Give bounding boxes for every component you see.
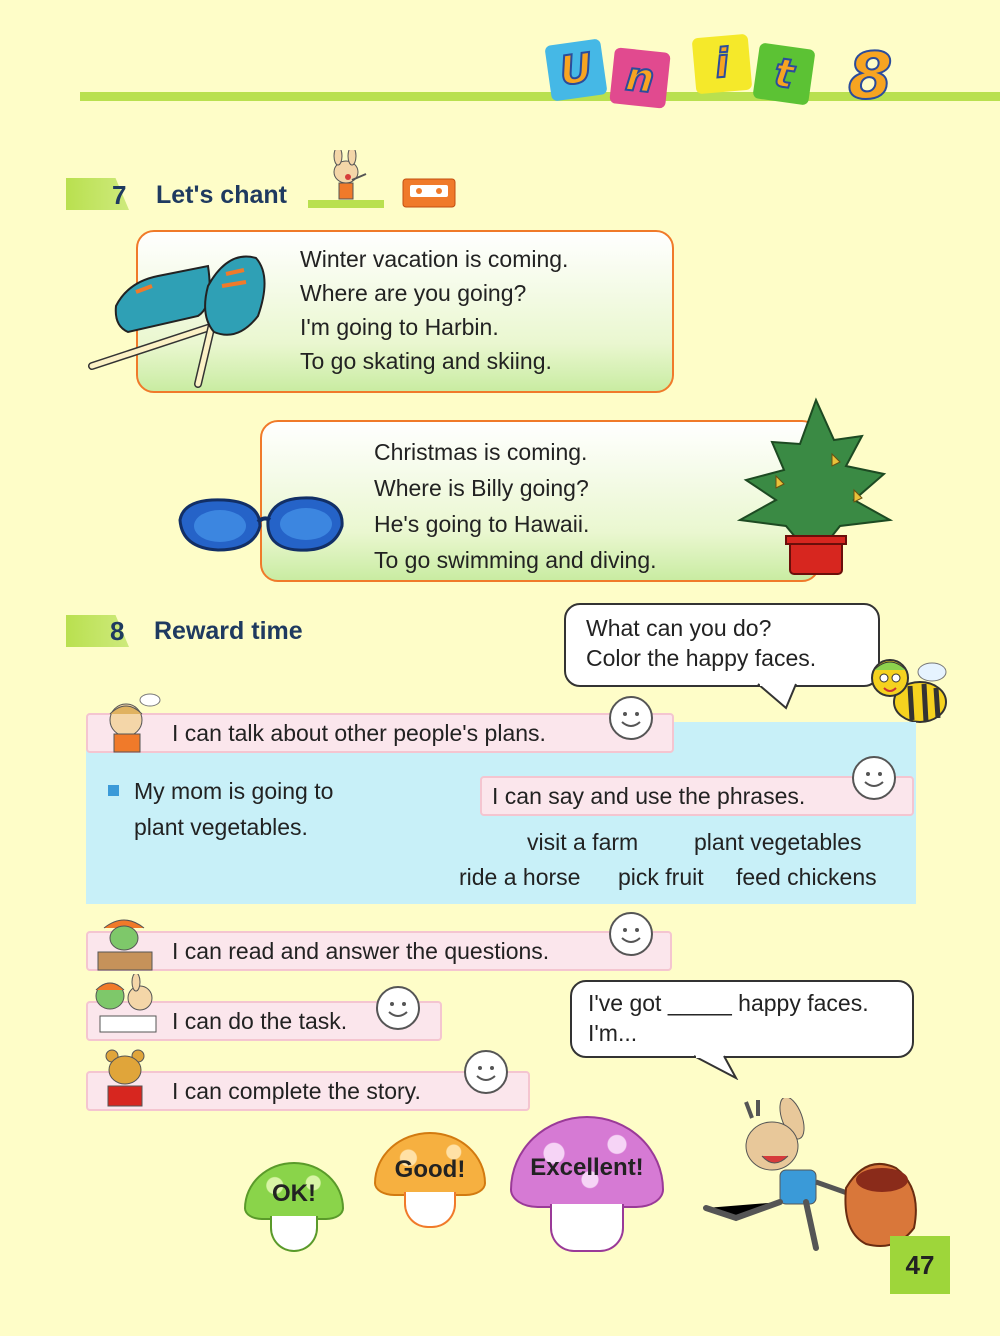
- mushroom-excellent-label: Excellent!: [530, 1154, 644, 1181]
- unit-tile-i: i: [692, 34, 753, 95]
- ice-skates-icon: [88, 246, 278, 392]
- bee-speech-bubble: [564, 603, 880, 687]
- rabbit-bubble-tail: [690, 1054, 750, 1080]
- phrase-feed-chickens: feed chickens: [736, 864, 877, 890]
- chant1-line-3: I'm going to Harbin.: [300, 314, 499, 340]
- section8-number: 8: [110, 616, 125, 646]
- mushroom-ok-label: OK!: [272, 1180, 316, 1207]
- chant2-line-4: To go swimming and diving.: [374, 547, 657, 573]
- unit-tile-n: n: [609, 47, 671, 109]
- section7-title: Let's chant: [156, 181, 287, 209]
- rabbit-speech-bubble: [570, 980, 914, 1058]
- happy-face-3-icon[interactable]: [609, 912, 653, 956]
- singing-rabbit-icon: [308, 150, 384, 210]
- phrase-plant-vegetables: plant vegetables: [694, 829, 862, 855]
- rabbit-with-basket-icon: [696, 1098, 928, 1258]
- chant1-line-2: Where are you going?: [300, 280, 527, 306]
- happy-face-2-icon[interactable]: [852, 756, 896, 800]
- mushroom-excellent[interactable]: [510, 1116, 664, 1252]
- two-friends-icon: [90, 974, 164, 1036]
- swimming-goggles-icon: [174, 490, 348, 556]
- reading-boy-icon: [94, 908, 158, 974]
- rabbit-bubble-line-1: I've got _____ happy faces.: [588, 990, 869, 1016]
- happy-face-1-icon[interactable]: [609, 696, 653, 740]
- cassette-icon[interactable]: [402, 178, 456, 208]
- phrase-pick-fruit: pick fruit: [618, 864, 704, 890]
- unit-tile-t: t: [752, 42, 815, 105]
- bee-bubble-line-2: Color the happy faces.: [586, 645, 817, 671]
- chant1-line-4: To go skating and skiing.: [300, 348, 552, 374]
- bee-bubble-tail: [756, 682, 812, 712]
- section7-number: 7: [112, 180, 127, 210]
- christmas-tree-icon: [736, 396, 896, 582]
- happy-face-4-icon[interactable]: [376, 986, 420, 1030]
- unit-number: 8: [848, 40, 893, 114]
- happy-face-5-icon[interactable]: [464, 1050, 508, 1094]
- phrase-visit-a-farm: visit a farm: [527, 829, 639, 855]
- mushroom-good-label: Good!: [394, 1156, 466, 1183]
- bee-bubble-line-1: What can you do?: [586, 615, 772, 641]
- chant1-line-1: Winter vacation is coming.: [300, 246, 569, 272]
- chant2-line-1: Christmas is coming.: [374, 439, 588, 465]
- can-do-text-4: I can do the task.: [172, 1008, 348, 1034]
- rabbit-bubble-line-2: I'm...: [588, 1020, 638, 1046]
- page-number: 47: [890, 1236, 950, 1294]
- mushroom-ok[interactable]: [244, 1162, 344, 1252]
- can-do-text-5: I can complete the story.: [172, 1078, 421, 1104]
- chant2-line-3: He's going to Hawaii.: [374, 511, 590, 537]
- can-do-text-3: I can read and answer the questions.: [172, 938, 550, 964]
- can-do-text-2: I can say and use the phrases.: [492, 783, 806, 809]
- section7-tab: [66, 178, 156, 210]
- phrase-ride-a-horse: ride a horse: [459, 864, 581, 890]
- example-line-1: My mom is going to: [134, 778, 334, 804]
- thinking-boy-icon: [96, 686, 162, 754]
- mushroom-good[interactable]: [374, 1132, 486, 1228]
- section8-title: Reward time: [154, 617, 303, 645]
- bullet-icon: [108, 785, 119, 796]
- example-line-2: plant vegetables.: [134, 814, 308, 840]
- can-do-text-1: I can talk about other people's plans.: [172, 720, 546, 746]
- unit-tile-u: U: [544, 38, 607, 101]
- chant2-line-2: Where is Billy going?: [374, 475, 589, 501]
- bear-reading-icon: [96, 1046, 156, 1110]
